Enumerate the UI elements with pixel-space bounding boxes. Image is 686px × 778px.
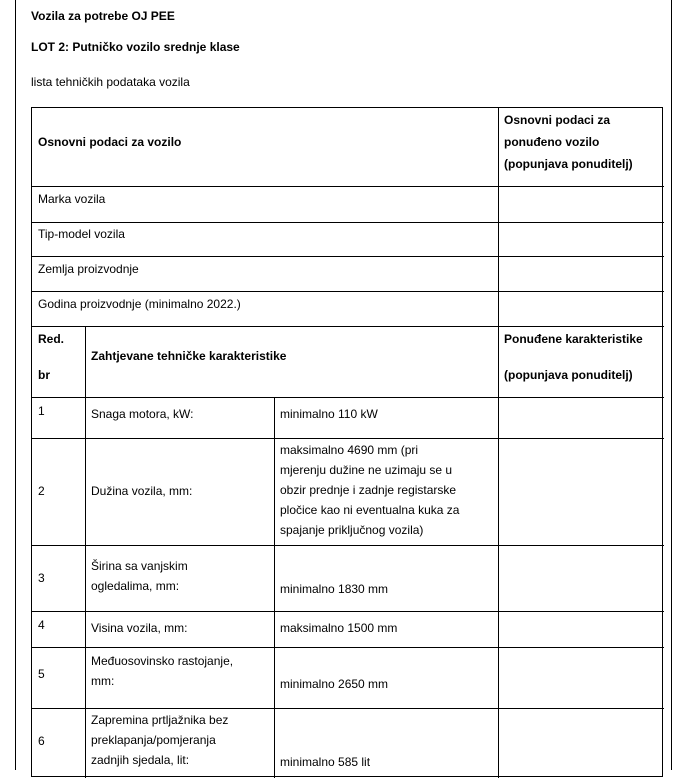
row-number: 1 bbox=[38, 404, 45, 418]
country-of-production-label: Zemlja proizvodnje bbox=[38, 262, 139, 276]
spec-value: minimalno 110 kW bbox=[280, 407, 378, 421]
row-number: 4 bbox=[38, 618, 45, 632]
spec-name-line-1: Širina sa vanjskim bbox=[91, 559, 188, 573]
row-number: 2 bbox=[38, 484, 45, 498]
offered-basic-header-line-1: Osnovni podaci za bbox=[504, 113, 611, 127]
spec-value-line-4: pločice kao ni eventualna kuka za bbox=[280, 503, 460, 517]
row-number: 6 bbox=[38, 734, 45, 748]
row-number-header-line-2: br bbox=[38, 368, 50, 382]
spec-name: Dužina vozila, mm: bbox=[91, 484, 193, 498]
spec-name: Snaga motora, kW: bbox=[91, 407, 194, 421]
spec-name-line-2: ogledalima, mm: bbox=[91, 579, 180, 593]
production-year-label: Godina proizvodnje (minimalno 2022.) bbox=[38, 297, 241, 311]
row-number-header-line-1: Red. bbox=[38, 332, 65, 346]
document-title: Vozila za potrebe OJ PEE bbox=[31, 9, 175, 23]
spec-name: Visina vozila, mm: bbox=[91, 621, 188, 635]
requirements-header: Zahtjevane tehničke karakteristike bbox=[91, 349, 287, 363]
spec-value-line-3: obzir prednje i zadnje registarske bbox=[280, 483, 457, 497]
row-number: 5 bbox=[38, 667, 45, 681]
vehicle-brand-label: Marka vozila bbox=[38, 192, 106, 206]
lot-heading: LOT 2: Putničko vozilo srednje klase bbox=[31, 40, 240, 54]
spec-name-line-3: zadnjih sjedala, lit: bbox=[91, 753, 190, 767]
spec-name-line-2: mm: bbox=[91, 674, 115, 688]
specification-table bbox=[31, 107, 663, 777]
row-number: 3 bbox=[38, 571, 45, 585]
basic-data-header: Osnovni podaci za vozilo bbox=[38, 135, 182, 149]
vehicle-model-label: Tip-model vozila bbox=[38, 227, 125, 241]
offered-specs-header-line-2: (popunjava ponuditelj) bbox=[504, 368, 633, 382]
spec-value: maksimalno 1500 mm bbox=[280, 621, 398, 635]
spec-value: minimalno 2650 mm bbox=[280, 677, 389, 691]
document-subtitle: lista tehničkih podataka vozila bbox=[31, 75, 190, 89]
spec-name-line-1: Međuosovinsko rastojanje, bbox=[91, 654, 234, 668]
offered-specs-header-line-1: Ponuđene karakteristike bbox=[504, 332, 643, 346]
spec-name-line-1: Zapremina prtljažnika bez bbox=[91, 713, 229, 727]
spec-name-line-2: preklapanja/pomjeranja bbox=[91, 733, 216, 747]
spec-value-line-2: mjerenju dužine ne uzimaju se u bbox=[280, 463, 453, 477]
spec-value-line-5: spajanje priključnog vozila) bbox=[280, 523, 424, 537]
offered-basic-header-line-3: (popunjava ponuditelj) bbox=[504, 157, 633, 171]
spec-value-line-1: maksimalno 4690 mm (pri bbox=[280, 443, 419, 457]
spec-value: minimalno 585 lit bbox=[280, 755, 371, 769]
spec-value: minimalno 1830 mm bbox=[280, 582, 389, 596]
offered-basic-header-line-2: ponuđeno vozilo bbox=[504, 135, 600, 149]
